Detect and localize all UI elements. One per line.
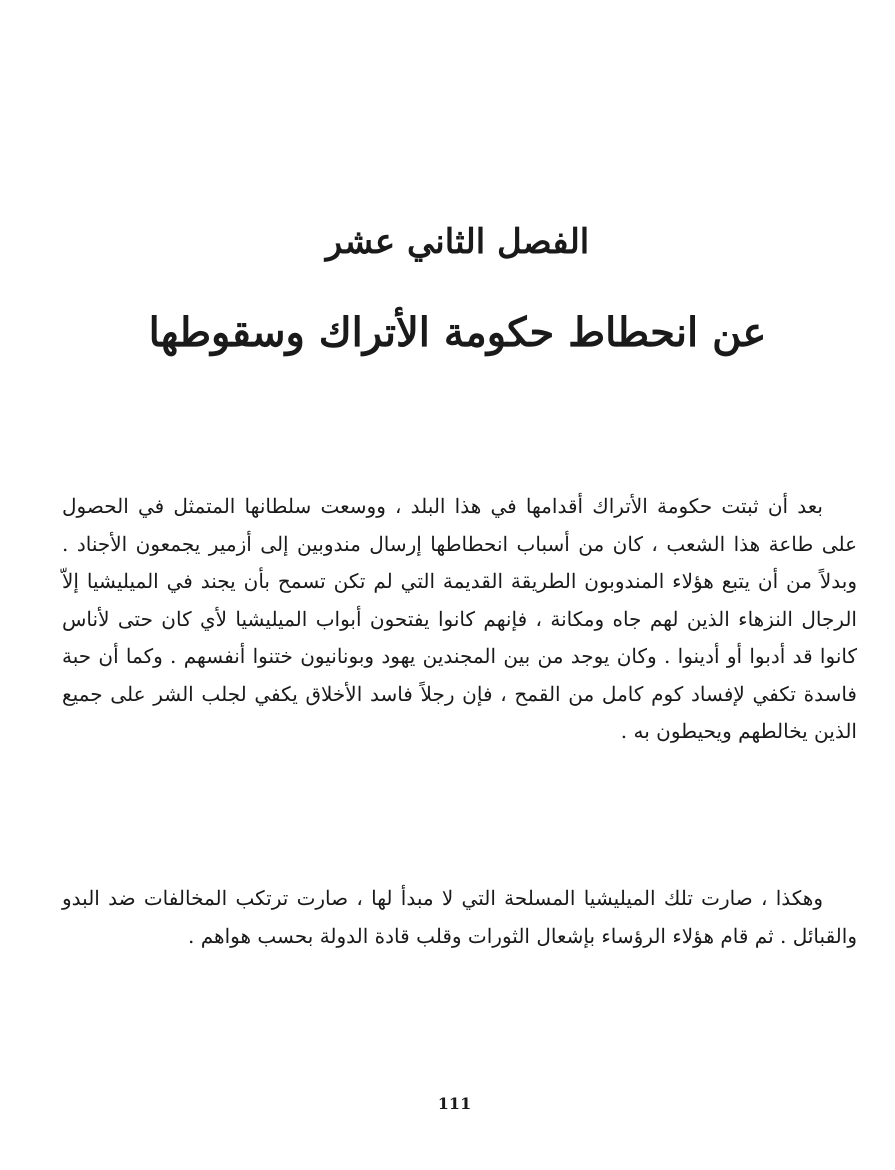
chapter-label: الفصل الثاني عشر <box>325 222 590 262</box>
paragraph-1-block <box>62 488 857 751</box>
paragraph-1: بعد أن ثبتت حكومة الأتراك أقدامها في هذا البلد ، ووسعت سلطانها المتمثل في الحصول على طاعة هذا الشعب ، كان من أسباب انحطاطها إرسال مندوبين إلى أزمير يجمعون الأجناد . وبدلاً من أن يتبع هؤلاء المندوبون الطريقة القديمة التي لم تكن تسمح بأن يجند في الميليشيا إلاّ الرجال النزهاء الذين لهم جاه ومكانة ، فإنهم كانوا يفتحون أبواب الميليشيا لأي كان حتى لأناس كانوا قد أدبوا أو أدينوا . وكان يوجد من بين المجندين يهود وبونانيون ختنوا أنفسهم . وكما أن حبة فاسدة تكفي لإفساد كوم كامل من القمح ، فإن رجلاً فاسد الأخلاق يكفي لجلب الشر على جميع الذين يخالطهم ويحيطون به . <box>62 494 857 743</box>
paragraph-2: وهكذا ، صارت تلك الميليشيا المسلحة التي لا مبدأ لها ، صارت ترتكب المخالفات ضد البدو والقبائل . ثم قام هؤلاء الرؤساء بإشعال الثورات وقلب قادة الدولة بحسب هواهم . <box>62 886 857 948</box>
paragraph-2-block <box>62 880 857 955</box>
chapter-title: عن انحطاط حكومة الأتراك وسقوطها <box>148 309 767 356</box>
page-number: 111 <box>437 1094 472 1113</box>
